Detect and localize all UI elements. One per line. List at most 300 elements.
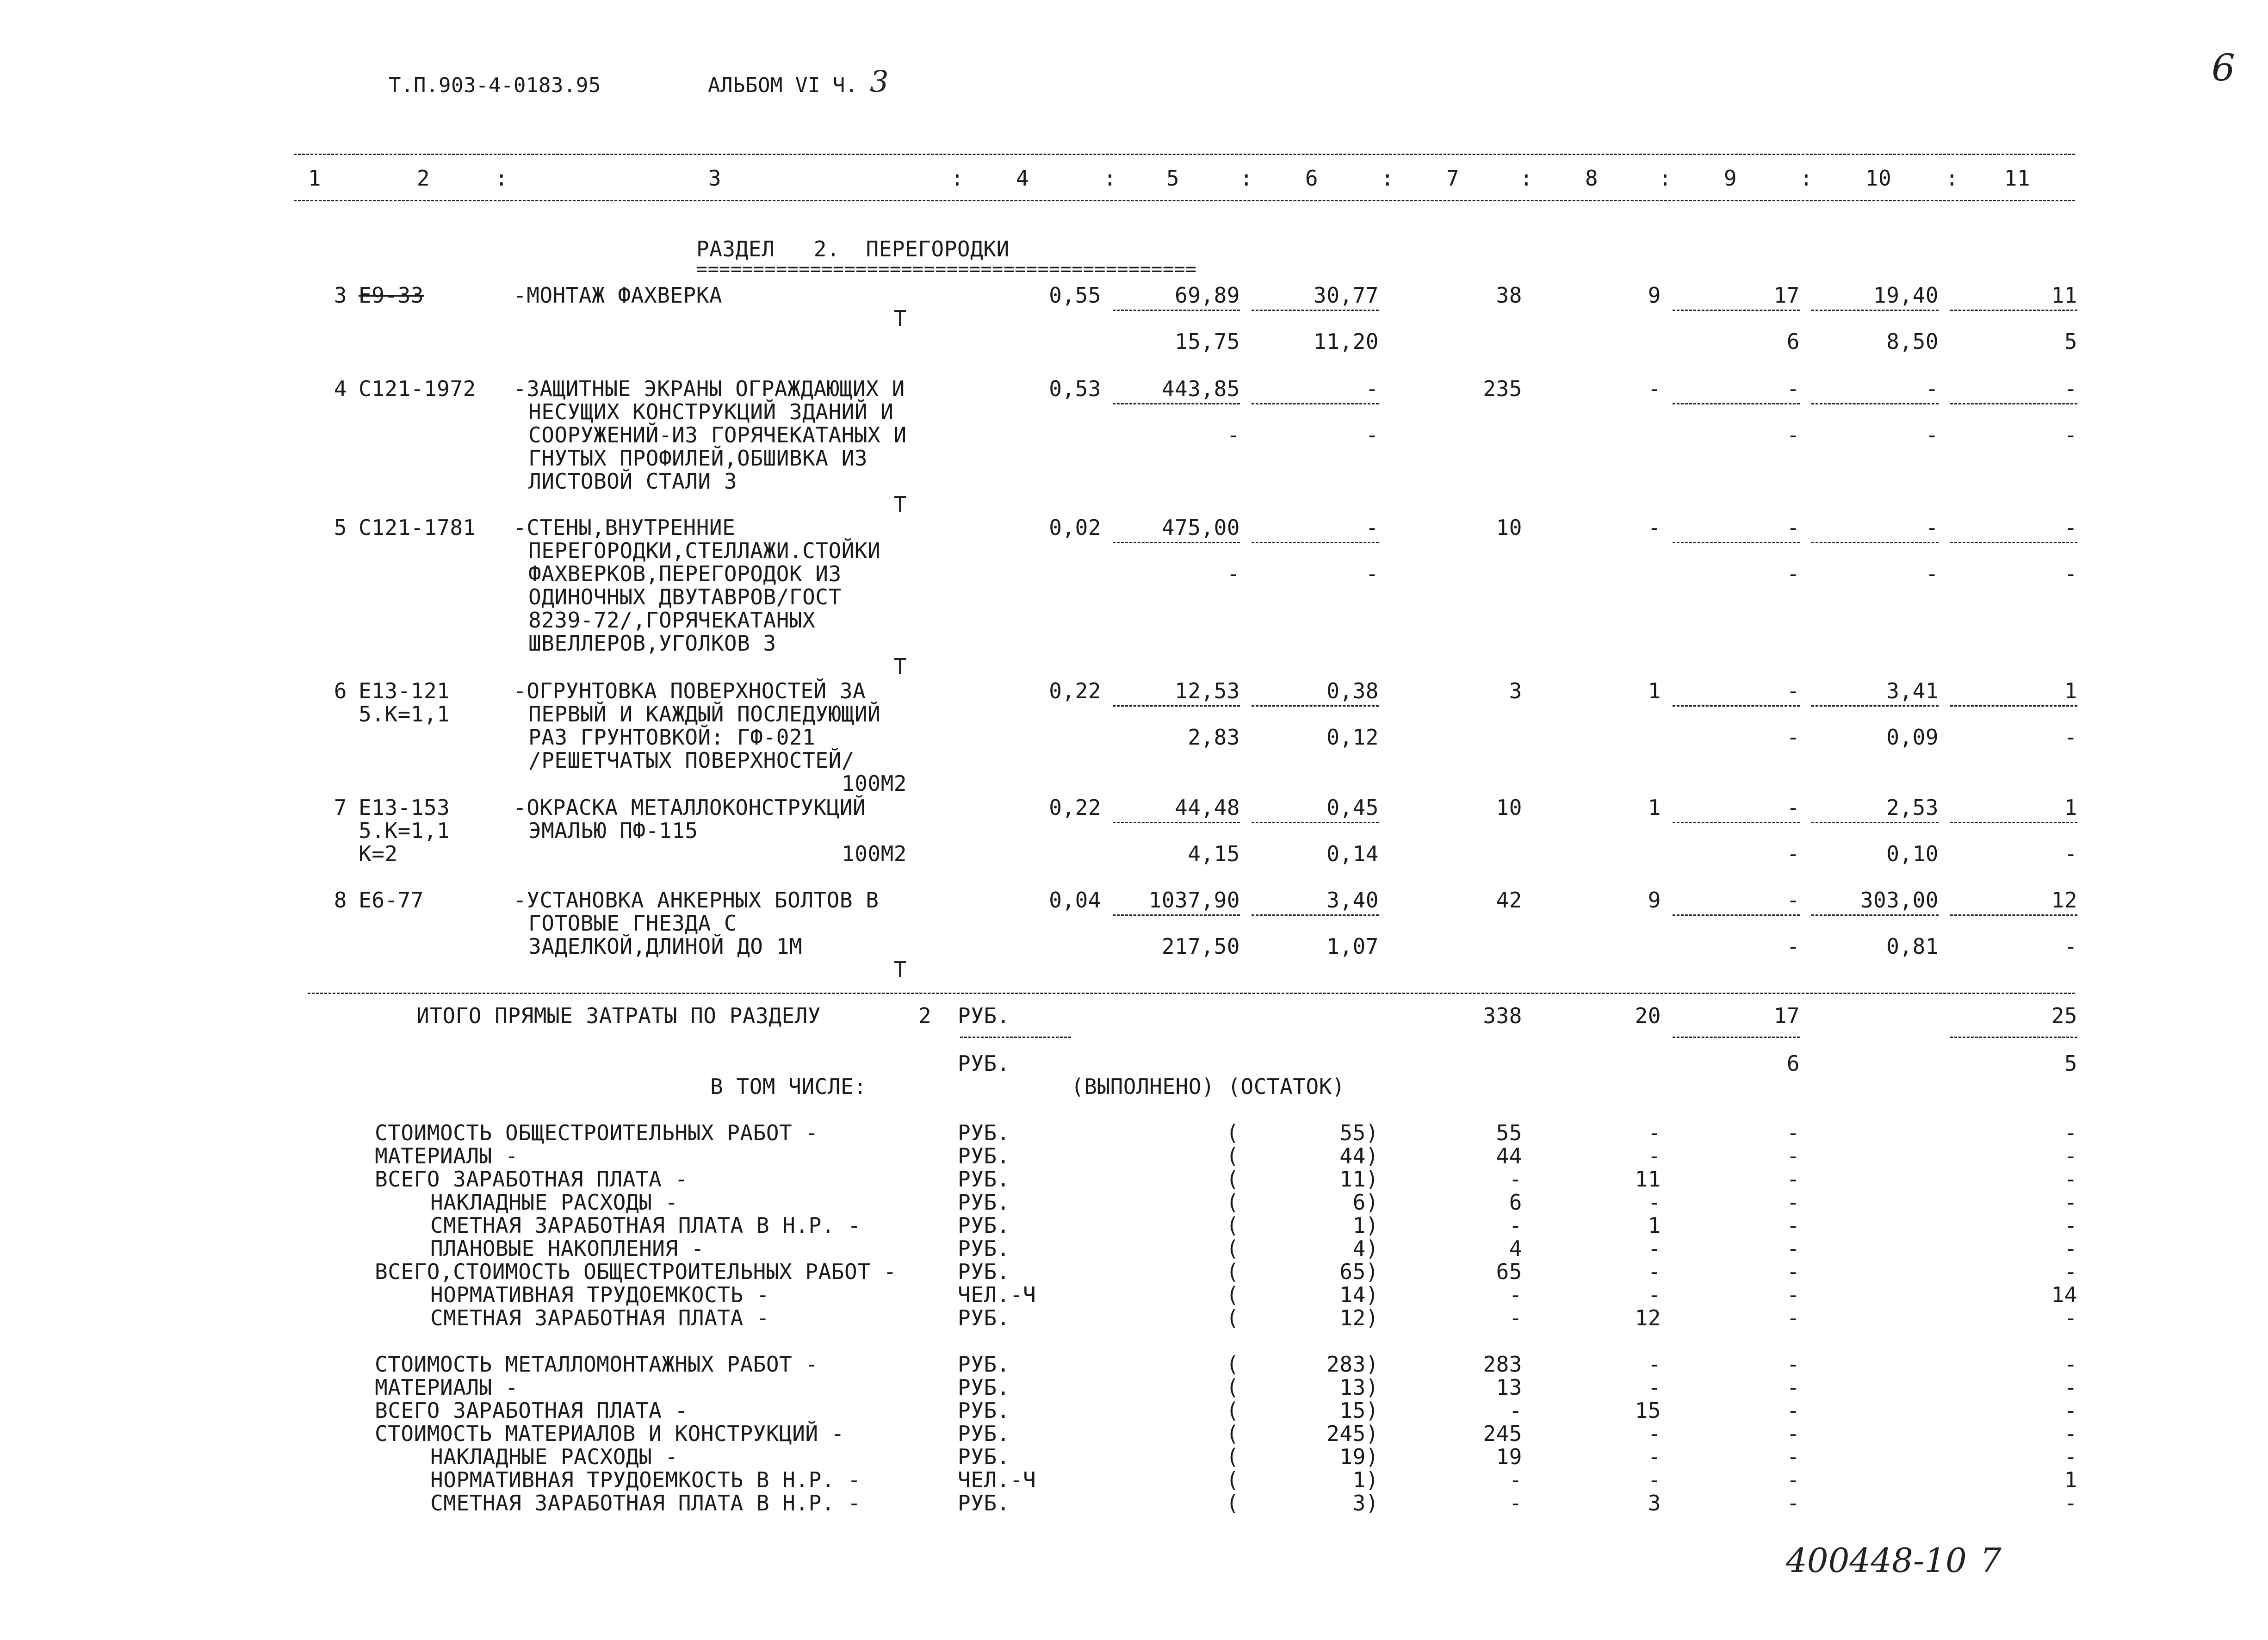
cell-rule (1673, 822, 1800, 823)
breakdown-paren: ( (1226, 1421, 1239, 1446)
row-number: 5 (334, 515, 347, 540)
row-c5-top: 12,53 (1175, 678, 1240, 703)
row-code: Е9-33 (359, 283, 424, 308)
column-number: 5 (1166, 166, 1180, 191)
breakdown-c7: 55 (1496, 1120, 1522, 1145)
breakdown-label: ВСЕГО ЗАРАБОТНАЯ ПЛАТА - (375, 1167, 688, 1192)
breakdown-c9: - (1786, 1305, 1800, 1330)
column-number: 10 (1865, 166, 1892, 191)
row-description: /РЕШЕТЧАТЫХ ПОВЕРХНОСТЕЙ/ (528, 748, 855, 773)
cell-rule (1252, 403, 1379, 404)
breakdown-c8: - (1648, 1352, 1661, 1377)
breakdown-label: СТОИМОСТЬ ОБЩЕСТРОИТЕЛЬНЫХ РАБОТ - (375, 1120, 818, 1145)
row-c11-bottom: - (2064, 725, 2077, 750)
breakdown-c9: - (1786, 1467, 1800, 1492)
cell-rule (1673, 310, 1800, 311)
breakdown-c11: - (2064, 1352, 2077, 1377)
cell-rule (1252, 542, 1379, 543)
row-c7: 235 (1483, 376, 1522, 401)
row-code: Е13-121 (359, 678, 450, 703)
row-c9-bottom: - (1786, 561, 1800, 586)
row-number: 7 (334, 795, 347, 820)
breakdown-value: 3) (1352, 1491, 1379, 1516)
breakdown-unit: РУБ. (958, 1259, 1010, 1284)
breakdown-unit: ЧЕЛ.-Ч (958, 1282, 1036, 1307)
breakdown-c8: - (1648, 1375, 1661, 1400)
breakdown-c7: 44 (1496, 1143, 1522, 1168)
column-number: 2 (416, 166, 430, 191)
breakdown-c8: - (1648, 1190, 1661, 1215)
breakdown-paren: ( (1226, 1398, 1239, 1423)
row-c10-top: 303,00 (1860, 888, 1939, 913)
breakdown-c11: 14 (2051, 1282, 2077, 1307)
row-code-extra: 5.К=1,1 (359, 702, 450, 727)
column-number: 4 (1016, 166, 1029, 191)
cell-rule (1252, 822, 1379, 823)
cell-rule (1950, 705, 2077, 707)
row-qty: 0,22 (1049, 678, 1101, 703)
row-c10-top: 2,53 (1886, 795, 1939, 820)
cell-rule (1113, 914, 1240, 916)
column-separator: : (1946, 166, 1959, 191)
row-c11-bottom: 5 (2064, 329, 2077, 354)
row-c8: 1 (1648, 678, 1661, 703)
row-c9-bottom: - (1786, 422, 1800, 447)
page-handwritten: 7 (1980, 1541, 2002, 1580)
row-description: НЕСУЩИХ КОНСТРУКЦИЙ ЗДАНИЙ И (528, 399, 894, 424)
breakdown-c9: - (1786, 1282, 1800, 1307)
breakdown-c9: - (1786, 1491, 1800, 1516)
row-number: 6 (334, 678, 347, 703)
breakdown-paren: ( (1226, 1259, 1239, 1284)
cell-rule (1113, 542, 1240, 543)
row-c6-top: 0,45 (1326, 795, 1379, 820)
column-separator: : (951, 166, 964, 191)
row-c5-top: 44,48 (1175, 795, 1240, 820)
breakdown-c7: - (1509, 1398, 1522, 1423)
row-c5-bottom: - (1227, 561, 1240, 586)
breakdown-unit: РУБ. (958, 1491, 1010, 1516)
cell-rule (1811, 542, 1939, 543)
row-c5-top: 475,00 (1161, 515, 1240, 540)
breakdown-label: НАКЛАДНЫЕ РАСХОДЫ - (430, 1190, 678, 1215)
breakdown-paren: ( (1226, 1491, 1239, 1516)
cell-rule (1950, 403, 2077, 404)
breakdown-unit: РУБ. (958, 1167, 1010, 1192)
row-description: ЗАДЕЛКОЙ,ДЛИНОЙ ДО 1М (528, 934, 803, 959)
row-c6-top: 0,38 (1326, 678, 1379, 703)
album-part-handwritten: 3 (870, 65, 889, 99)
row-c6-top: - (1365, 376, 1379, 401)
row-c7: 10 (1496, 795, 1522, 820)
column-separator: : (1800, 166, 1813, 191)
row-code: С121-1972 (359, 376, 476, 401)
row-number: 8 (334, 888, 347, 913)
breakdown-c11: - (2064, 1259, 2077, 1284)
breakdown-unit: РУБ. (958, 1190, 1010, 1215)
row-unit: Т (893, 306, 907, 331)
row-c8: 1 (1648, 795, 1661, 820)
row-description: СООРУЖЕНИЙ-ИЗ ГОРЯЧЕКАТАНЫХ И (528, 422, 907, 447)
breakdown-value: 65) (1339, 1259, 1379, 1284)
breakdown-value: 1) (1352, 1213, 1379, 1238)
breakdown-unit: РУБ. (958, 1444, 1010, 1469)
breakdown-c7: - (1509, 1167, 1522, 1192)
cell-rule (1113, 822, 1240, 823)
cell-rule (1811, 403, 1939, 404)
row-c7: 3 (1509, 678, 1522, 703)
row-qty: 0,02 (1049, 515, 1101, 540)
breakdown-unit: РУБ. (958, 1143, 1010, 1168)
incl-columns: (ВЫПОЛНЕНО) (ОСТАТОК) (1071, 1074, 1345, 1099)
total-unit-2: РУБ. (958, 1051, 1010, 1076)
row-c10-bottom: - (1925, 422, 1939, 447)
breakdown-label: НОРМАТИВНАЯ ТРУДОЕМКОСТЬ - (430, 1282, 770, 1307)
row-c6-bottom: 11,20 (1314, 329, 1379, 354)
breakdown-label: МАТЕРИАЛЫ - (375, 1375, 519, 1400)
breakdown-unit: РУБ. (958, 1213, 1010, 1238)
row-description: ЭМАЛЬЮ ПФ-115 (528, 818, 698, 843)
breakdown-c11: - (2064, 1491, 2077, 1516)
row-c9-bottom: - (1786, 841, 1800, 866)
breakdown-c7: 6 (1509, 1190, 1522, 1215)
row-number: 3 (334, 283, 347, 308)
row-description: ЛИСТОВОЙ СТАЛИ З (528, 469, 737, 494)
row-c11-top: 1 (2064, 678, 2077, 703)
total-c7: 338 (1483, 1003, 1522, 1028)
cell-rule (1950, 822, 2077, 823)
breakdown-c11: - (2064, 1398, 2077, 1423)
row-description: -ОКРАСКА МЕТАЛЛОКОНСТРУКЦИЙ (514, 795, 866, 820)
total-rule (308, 993, 2075, 994)
page-number-handwritten: 6 (2212, 46, 2235, 89)
row-number: 4 (334, 376, 347, 401)
breakdown-value: 6) (1352, 1190, 1379, 1215)
row-c5-top: 69,89 (1175, 283, 1240, 308)
row-c11-top: - (2064, 515, 2077, 540)
breakdown-c9: - (1786, 1259, 1800, 1284)
incl-label: В ТОМ ЧИСЛЕ: (710, 1074, 867, 1099)
breakdown-c8: - (1648, 1236, 1661, 1261)
breakdown-c7: - (1509, 1282, 1522, 1307)
row-c11-bottom: - (2064, 934, 2077, 959)
row-code: Е6-77 (359, 888, 424, 913)
column-separator: : (1381, 166, 1394, 191)
row-description: ОДИНОЧНЫХ ДВУТАВРОВ/ГОСТ (528, 584, 842, 609)
column-separator: : (1103, 166, 1117, 191)
cell-rule (1811, 310, 1939, 311)
total-rule-c11 (1950, 1037, 2077, 1038)
cell-rule (1673, 403, 1800, 404)
row-unit: Т (893, 492, 907, 517)
breakdown-value: 14) (1339, 1282, 1379, 1307)
breakdown-c9: - (1786, 1444, 1800, 1469)
column-number: 6 (1305, 166, 1319, 191)
cell-rule (1811, 822, 1939, 823)
breakdown-c7: - (1509, 1491, 1522, 1516)
album-label: АЛЬБОМ VI Ч. (708, 74, 858, 97)
row-c8: - (1648, 515, 1661, 540)
breakdown-c8: - (1648, 1467, 1661, 1492)
breakdown-c9: - (1786, 1213, 1800, 1238)
row-code: С121-1781 (359, 515, 476, 540)
breakdown-unit: РУБ. (958, 1120, 1010, 1145)
row-description: РАЗ ГРУНТОВКОЙ: ГФ-021 (528, 725, 816, 750)
cell-rule (1673, 542, 1800, 543)
row-c5-top: 443,85 (1161, 376, 1240, 401)
breakdown-c8: 1 (1648, 1213, 1661, 1238)
breakdown-c11: - (2064, 1190, 2077, 1215)
breakdown-c11: 1 (2064, 1467, 2077, 1492)
row-c6-bottom: 0,12 (1326, 725, 1379, 750)
header-rule-top (294, 154, 2075, 155)
row-c10-bottom: 8,50 (1886, 329, 1939, 354)
doc-code: Т.П.903-4-0183.95 (389, 74, 601, 97)
row-c5-bottom: - (1227, 422, 1240, 447)
cell-rule (1113, 705, 1240, 707)
breakdown-c11: - (2064, 1143, 2077, 1168)
breakdown-c11: - (2064, 1305, 2077, 1330)
breakdown-label: СМЕТНАЯ ЗАРАБОТНАЯ ПЛАТА - (430, 1305, 770, 1330)
breakdown-c7: 65 (1496, 1259, 1522, 1284)
breakdown-label: МАТЕРИАЛЫ - (375, 1143, 519, 1168)
breakdown-paren: ( (1226, 1352, 1239, 1377)
stamp-handwritten: 400448-10 (1786, 1541, 1967, 1580)
total-unit-rule (960, 1037, 1071, 1038)
breakdown-paren: ( (1226, 1305, 1239, 1330)
row-description: -УСТАНОВКА АНКЕРНЫХ БОЛТОВ В (514, 888, 879, 913)
column-separator: : (1659, 166, 1672, 191)
cell-rule (1673, 914, 1800, 916)
breakdown-c7: 19 (1496, 1444, 1522, 1469)
row-c9-bottom: - (1786, 725, 1800, 750)
row-description: ПЕРЕГОРОДКИ,СТЕЛЛАЖИ.СТОЙКИ (528, 538, 881, 563)
breakdown-c9: - (1786, 1421, 1800, 1446)
total-section-no: 2 (918, 1003, 932, 1028)
breakdown-label: НОРМАТИВНАЯ ТРУДОЕМКОСТЬ В Н.Р. - (430, 1467, 861, 1492)
column-number: 7 (1446, 166, 1460, 191)
breakdown-value: 15) (1339, 1398, 1379, 1423)
breakdown-c8: 3 (1648, 1491, 1661, 1516)
row-c9-top: - (1786, 795, 1800, 820)
row-c6-top: 3,40 (1326, 888, 1379, 913)
row-qty: 0,55 (1049, 283, 1101, 308)
breakdown-label: ПЛАНОВЫЕ НАКОПЛЕНИЯ - (430, 1236, 705, 1261)
row-c5-bottom: 2,83 (1188, 725, 1240, 750)
total-c11-bottom: 5 (2064, 1051, 2077, 1076)
breakdown-label: СМЕТНАЯ ЗАРАБОТНАЯ ПЛАТА В Н.Р. - (430, 1491, 861, 1516)
column-number: 8 (1585, 166, 1599, 191)
total-c9-top: 17 (1773, 1003, 1800, 1028)
column-separator: : (1520, 166, 1533, 191)
row-c11-bottom: - (2064, 841, 2077, 866)
breakdown-c8: - (1648, 1282, 1661, 1307)
breakdown-c7: 245 (1483, 1421, 1522, 1446)
row-description: 8239-72/,ГОРЯЧЕКАТАНЫХ (528, 608, 816, 633)
breakdown-unit: РУБ. (958, 1236, 1010, 1261)
column-number: 9 (1723, 166, 1737, 191)
row-unit: Т (893, 654, 907, 679)
row-c10-bottom: 0,09 (1886, 725, 1939, 750)
total-c9-bottom: 6 (1786, 1051, 1800, 1076)
row-c11-top: 12 (2051, 888, 2077, 913)
row-c9-bottom: - (1786, 934, 1800, 959)
breakdown-c8: - (1648, 1444, 1661, 1469)
row-c5-bottom: 217,50 (1161, 934, 1240, 959)
breakdown-label: СТОИМОСТЬ МЕТАЛЛОМОНТАЖНЫХ РАБОТ - (375, 1352, 818, 1377)
cell-rule (1811, 705, 1939, 707)
breakdown-unit: РУБ. (958, 1398, 1010, 1423)
breakdown-c9: - (1786, 1375, 1800, 1400)
row-c5-bottom: 15,75 (1175, 329, 1240, 354)
breakdown-unit: РУБ. (958, 1305, 1010, 1330)
total-unit: РУБ. (958, 1003, 1010, 1028)
row-c6-top: 30,77 (1314, 283, 1379, 308)
cell-rule (1811, 914, 1939, 916)
breakdown-c11: - (2064, 1120, 2077, 1145)
column-number: 1 (308, 166, 322, 191)
row-c9-bottom: 6 (1786, 329, 1800, 354)
breakdown-value: 283) (1326, 1352, 1379, 1377)
row-c9-top: - (1786, 515, 1800, 540)
breakdown-c9: - (1786, 1120, 1800, 1145)
cell-rule (1950, 914, 2077, 916)
breakdown-value: 19) (1339, 1444, 1379, 1469)
row-c10-bottom: 0,81 (1886, 934, 1939, 959)
breakdown-unit: РУБ. (958, 1421, 1010, 1446)
breakdown-c8: 15 (1635, 1398, 1661, 1423)
breakdown-c11: - (2064, 1444, 2077, 1469)
breakdown-c8: - (1648, 1259, 1661, 1284)
row-code-extra: 5.К=1,1 (359, 818, 450, 843)
row-c8: 9 (1648, 283, 1661, 308)
cell-rule (1252, 914, 1379, 916)
row-c6-top: - (1365, 515, 1379, 540)
breakdown-value: 245) (1326, 1421, 1379, 1446)
breakdown-c7: - (1509, 1305, 1522, 1330)
column-number: 3 (708, 166, 722, 191)
breakdown-value: 11) (1339, 1167, 1379, 1192)
row-qty: 0,53 (1049, 376, 1101, 401)
row-c9-top: - (1786, 376, 1800, 401)
row-description: ПЕРВЫЙ И КАЖДЫЙ ПОСЛЕДУЮЩИЙ (528, 702, 881, 727)
breakdown-value: 44) (1339, 1143, 1379, 1168)
row-c10-bottom: - (1925, 561, 1939, 586)
row-description: -ЗАЩИТНЫЕ ЭКРАНЫ ОГРАЖДАЮЩИХ И (514, 376, 905, 401)
breakdown-label: СТОИМОСТЬ МАТЕРИАЛОВ И КОНСТРУКЦИЙ - (375, 1421, 844, 1446)
header-rule-bottom (294, 200, 2075, 201)
breakdown-c7: 4 (1509, 1236, 1522, 1261)
breakdown-c11: - (2064, 1375, 2077, 1400)
total-c11-top: 25 (2051, 1003, 2077, 1028)
row-c7: 38 (1496, 283, 1522, 308)
row-c6-bottom: 1,07 (1326, 934, 1379, 959)
breakdown-c9: - (1786, 1398, 1800, 1423)
row-c8: 9 (1648, 888, 1661, 913)
row-c10-top: - (1925, 515, 1939, 540)
row-qty: 0,22 (1049, 795, 1101, 820)
breakdown-c8: - (1648, 1143, 1661, 1168)
cell-rule (1673, 705, 1800, 707)
breakdown-c9: - (1786, 1236, 1800, 1261)
column-separator: : (1240, 166, 1253, 191)
breakdown-c11: - (2064, 1213, 2077, 1238)
cell-rule (1252, 705, 1379, 707)
breakdown-c9: - (1786, 1190, 1800, 1215)
row-c11-bottom: - (2064, 561, 2077, 586)
breakdown-c7: - (1509, 1467, 1522, 1492)
row-c10-top: 19,40 (1873, 283, 1939, 308)
row-description: -МОНТАЖ ФАХВЕРКА (514, 283, 723, 308)
row-c10-top: - (1925, 376, 1939, 401)
breakdown-value: 55) (1339, 1120, 1379, 1145)
row-c9-top: - (1786, 678, 1800, 703)
row-c11-top: 11 (2051, 283, 2077, 308)
cell-rule (1252, 310, 1379, 311)
breakdown-paren: ( (1226, 1236, 1239, 1261)
row-description: ГОТОВЫЕ ГНЕЗДА С (528, 911, 737, 936)
total-rule-c9 (1673, 1037, 1800, 1038)
row-c10-bottom: 0,10 (1886, 841, 1939, 866)
breakdown-paren: ( (1226, 1143, 1239, 1168)
cell-rule (1950, 310, 2077, 311)
breakdown-c11: - (2064, 1167, 2077, 1192)
row-c9-top: 17 (1773, 283, 1800, 308)
row-unit: 100М2 (842, 841, 907, 866)
breakdown-value: 12) (1339, 1305, 1379, 1330)
breakdown-paren: ( (1226, 1213, 1239, 1238)
breakdown-c8: 12 (1635, 1305, 1661, 1330)
cell-rule (1113, 310, 1240, 311)
breakdown-paren: ( (1226, 1467, 1239, 1492)
row-c5-bottom: 4,15 (1188, 841, 1240, 866)
row-c5-top: 1037,90 (1148, 888, 1240, 913)
column-number: 11 (2004, 166, 2031, 191)
row-c7: 42 (1496, 888, 1522, 913)
row-description: ГНУТЫХ ПРОФИЛЕЙ,ОБШИВКА ИЗ (528, 446, 868, 471)
row-c11-top: 1 (2064, 795, 2077, 820)
breakdown-label: НАКЛАДНЫЕ РАСХОДЫ - (430, 1444, 678, 1469)
breakdown-value: 13) (1339, 1375, 1379, 1400)
breakdown-paren: ( (1226, 1120, 1239, 1145)
row-code: Е13-153 (359, 795, 450, 820)
row-description: ШВЕЛЛЕРОВ,УГОЛКОВ З (528, 631, 776, 656)
row-c7: 10 (1496, 515, 1522, 540)
breakdown-c8: - (1648, 1421, 1661, 1446)
row-c6-bottom: 0,14 (1326, 841, 1379, 866)
row-c6-bottom: - (1365, 561, 1379, 586)
breakdown-label: ВСЕГО,СТОИМОСТЬ ОБЩЕСТРОИТЕЛЬНЫХ РАБОТ - (375, 1259, 897, 1284)
row-code-extra: К=2 (359, 841, 398, 866)
breakdown-paren: ( (1226, 1444, 1239, 1469)
total-c8: 20 (1635, 1003, 1661, 1028)
breakdown-paren: ( (1226, 1375, 1239, 1400)
column-separator: : (495, 166, 508, 191)
section-title: РАЗДЕЛ 2. ПЕРЕГОРОДКИ (696, 236, 1010, 261)
row-c11-top: - (2064, 376, 2077, 401)
row-c8: - (1648, 376, 1661, 401)
breakdown-c9: - (1786, 1352, 1800, 1377)
total-label: ИТОГО ПРЯМЫЕ ЗАТРАТЫ ПО РАЗДЕЛУ (416, 1003, 821, 1028)
breakdown-c7: 283 (1483, 1352, 1522, 1377)
row-qty: 0,04 (1049, 888, 1101, 913)
row-description: ФАХВЕРКОВ,ПЕРЕГОРОДОК ИЗ (528, 561, 842, 586)
breakdown-unit: РУБ. (958, 1352, 1010, 1377)
breakdown-c11: - (2064, 1421, 2077, 1446)
row-c10-top: 3,41 (1886, 678, 1939, 703)
breakdown-c7: - (1509, 1213, 1522, 1238)
breakdown-c8: 11 (1635, 1167, 1661, 1192)
